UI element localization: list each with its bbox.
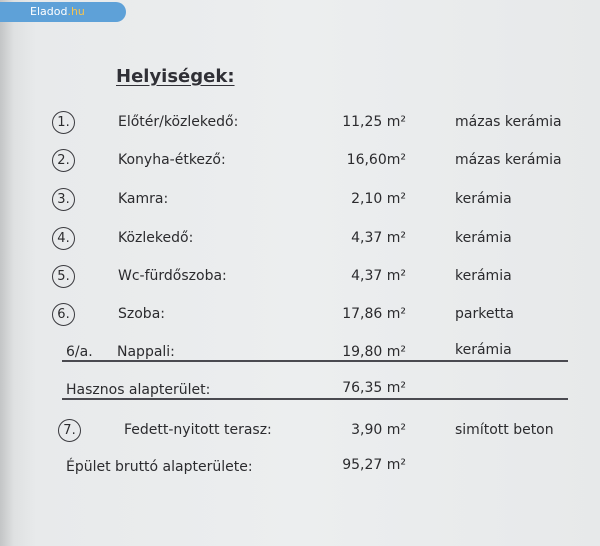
room-row xyxy=(0,150,600,172)
watermark-badge xyxy=(0,2,126,22)
room-area: 17,86 m² xyxy=(342,306,406,322)
hasznos-area: 76,35 m² xyxy=(342,380,406,396)
room-material: parketta xyxy=(455,306,515,322)
divider-line xyxy=(62,398,568,400)
room-area: 11,25 m² xyxy=(342,114,406,130)
room-material: kerámia xyxy=(455,268,512,284)
room-area: 4,37 m² xyxy=(351,230,406,246)
room-row xyxy=(0,112,600,134)
room-area: 4,37 m² xyxy=(351,268,406,284)
nappali-material: kerámia xyxy=(455,342,512,358)
room-number-circle: 6. xyxy=(52,303,75,326)
room-number-circle: 4. xyxy=(52,227,75,250)
room-name: Közlekedő: xyxy=(118,230,194,246)
room-name: Kamra: xyxy=(118,191,169,207)
terasz-name: Fedett-nyitott terasz: xyxy=(124,422,272,438)
divider-line xyxy=(62,360,568,362)
room-material: mázas kerámia xyxy=(455,152,562,168)
brutto-area: 95,27 m² xyxy=(342,457,406,473)
room-name: Wc-fürdőszoba: xyxy=(118,268,227,284)
nappali-name: Nappali: xyxy=(117,344,175,360)
nappali-number: 6/a. xyxy=(66,344,93,360)
nappali-area: 19,80 m² xyxy=(342,344,406,360)
room-material: kerámia xyxy=(455,191,512,207)
room-row xyxy=(0,266,600,288)
room-row xyxy=(0,228,600,250)
brutto-label: Épület bruttó alapterülete: xyxy=(66,459,253,475)
terasz-material: simított beton xyxy=(455,422,554,438)
terasz-row xyxy=(0,420,600,442)
room-name: Szoba: xyxy=(118,306,165,322)
room-number-circle: 5. xyxy=(52,265,75,288)
room-material: kerámia xyxy=(455,230,512,246)
room-name: Előtér/közlekedő: xyxy=(118,114,239,130)
terasz-area: 3,90 m² xyxy=(351,422,406,438)
room-number-circle: 1. xyxy=(52,111,75,134)
watermark-brand: Eladod xyxy=(30,5,68,18)
room-number-circle: 2. xyxy=(52,149,75,172)
room-name: Konyha-étkező: xyxy=(118,152,226,168)
hasznos-label: Hasznos alapterület: xyxy=(66,382,211,398)
room-area: 2,10 m² xyxy=(351,191,406,207)
room-row xyxy=(0,189,600,211)
page-title: Helyiségek: xyxy=(116,66,235,87)
room-material: mázas kerámia xyxy=(455,114,562,130)
room-row xyxy=(0,304,600,326)
room-number-circle: 3. xyxy=(52,188,75,211)
room-number-circle: 7. xyxy=(58,419,81,442)
watermark-tld: .hu xyxy=(67,5,85,18)
room-area: 16,60m² xyxy=(346,152,406,168)
